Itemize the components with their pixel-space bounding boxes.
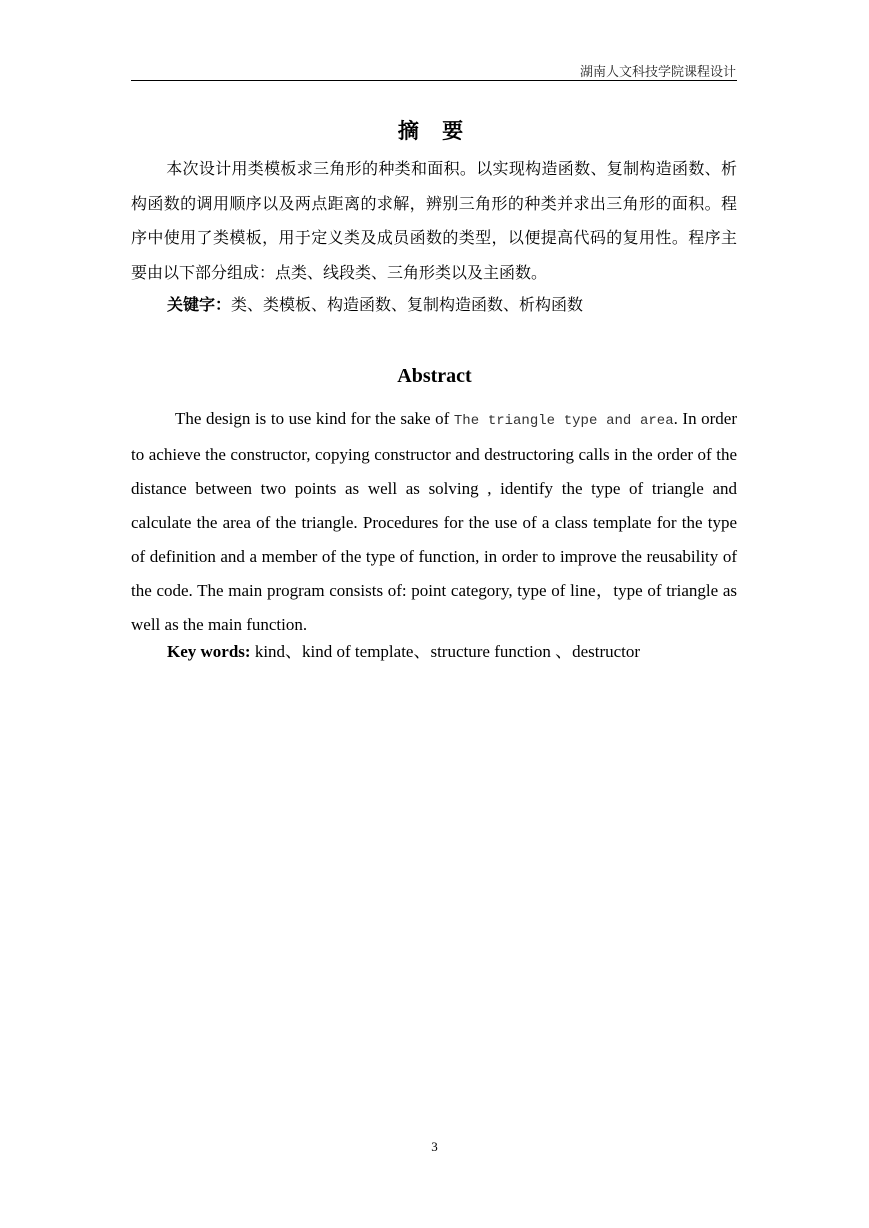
english-abstract-title: Abstract: [397, 365, 472, 387]
english-paragraph-start: The design is to use kind for the sake of: [175, 409, 454, 428]
english-paragraph-rest: . In order to achieve the constructor, copying constructor and destructoring calls in the order of the distance between two points as well as solving , identify the type of triangle and calculate the area of the triangle. Procedures for the use of a class template for the type of definition and a member of the type of function, in order to improve the reusability of the code. The main program consists of: point category, type of line，type of triangle as well as the main function.: [131, 409, 738, 634]
english-abstract-paragraph: [131, 402, 737, 642]
english-keywords-list: kind、kind of template、structure function 、destructor: [250, 642, 641, 661]
english-keywords: [167, 639, 640, 665]
page-number: 3: [431, 1139, 438, 1154]
header-divider: [131, 80, 737, 81]
english-keywords-label: Key words:: [167, 642, 251, 661]
chinese-keywords-list: 类、类模板、构造函数、复制构造函数、析构函数: [231, 295, 584, 314]
chinese-abstract-paragraph: 本次设计用类模板求三角形的种类和面积。以实现构造函数、复制构造函数、析构函数的调用顺序以及两点距离的求解，辨别三角形的种类并求出三角形的面积。程序中使用了类模板，用于定义类及成员函数的类型，以便提高代码的复用性。程序主要由以下部分组成：点类、线段类、三角形类以及主函数。: [131, 159, 737, 282]
chinese-keywords: [167, 290, 583, 320]
chinese-keywords-label: 关键字：: [167, 295, 232, 314]
chinese-abstract-title: 摘 要: [397, 119, 472, 143]
english-paragraph-mono: The triangle type and area: [453, 413, 674, 429]
running-header: 湖南人文科技学院课程设计: [579, 64, 736, 79]
